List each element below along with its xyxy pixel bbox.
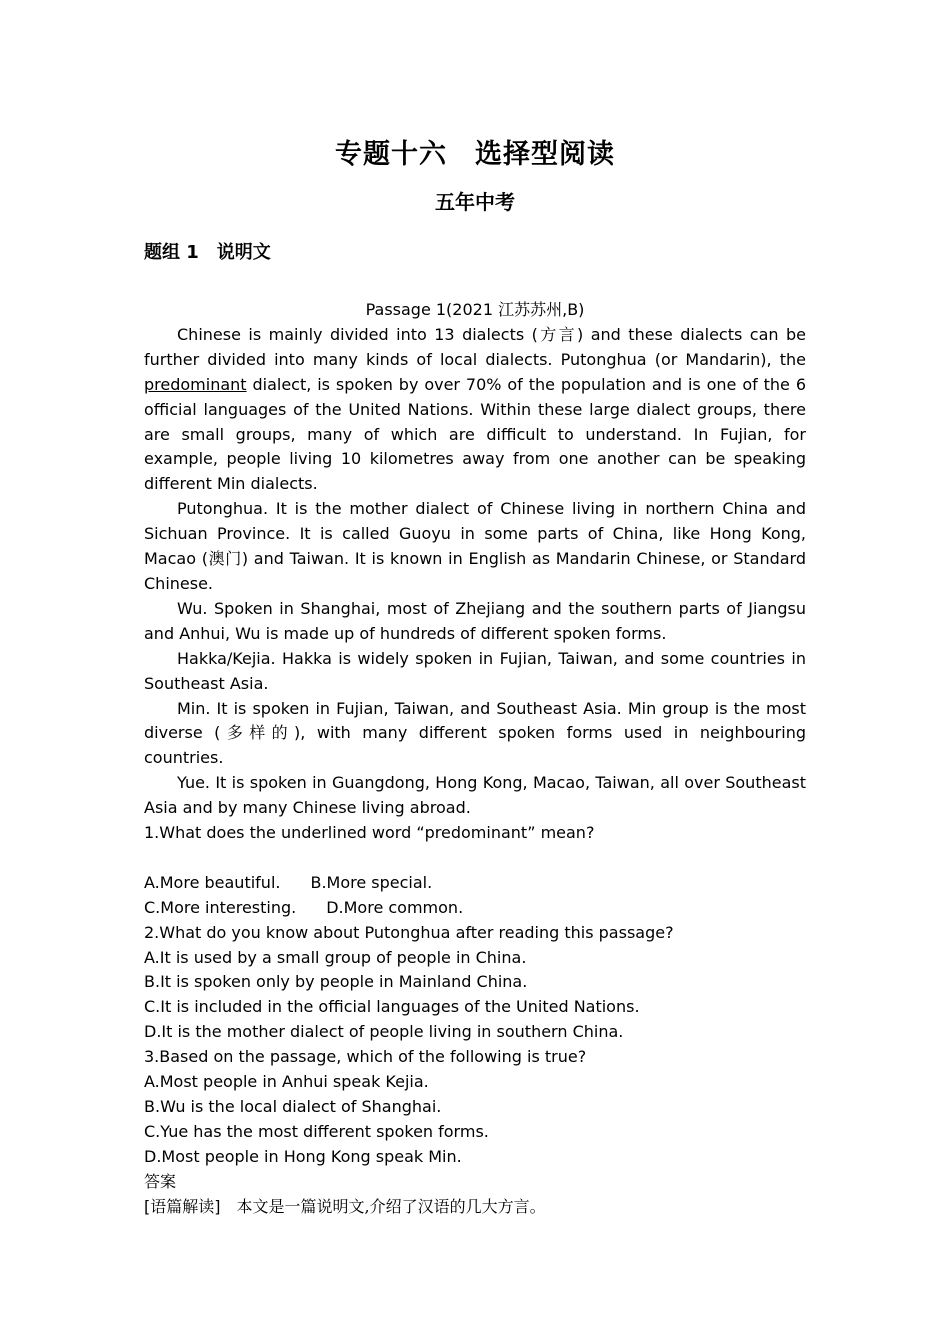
underlined-word: predominant: [144, 374, 247, 394]
spacer: [144, 846, 806, 871]
option: B.More special.: [310, 872, 433, 892]
passage-body: [144, 298, 806, 1220]
analysis-tag: [语篇解读]: [144, 1196, 221, 1216]
paragraph-text: dialect, is spoken by over 70% of the population and is one of the 6 official languages of the United Nations. Within these large dialect groups, there are small groups, many of which are difficult to understand. In Fujian, for example, people living 10 kilometres away from one another can be speaking different Min dialects.: [144, 374, 806, 494]
passage-label: Passage 1(2021 江苏苏州,B): [365, 300, 585, 319]
paragraph-text: Chinese is mainly divided into 13 dialects (方言) and these dialects can be further divided into many kinds of local dialects. Putonghua (or Mandarin), the: [144, 324, 806, 369]
passage-paragraph-2: Putonghua. It is the mother dialect of Chinese living in northern China and Sichuan Province. It is called Guoyu in some parts of China, like Hong Kong, Macao (澳门) and Taiwan. It is known in English as Mandarin Chinese, or Standard Chinese.: [144, 499, 806, 593]
option: A.More beautiful.: [144, 872, 281, 892]
passage-paragraph-3: Wu. Spoken in Shanghai, most of Zhejiang and the southern parts of Jiangsu and Anhui, Wu is made up of hundreds of different spoken forms.: [144, 598, 806, 643]
page-subtitle: 五年中考: [435, 190, 515, 214]
question-3: 3.Based on the passage, which of the following is true?: [144, 1047, 587, 1067]
question-1: 1.What does the underlined word “predominant” mean?: [144, 823, 595, 843]
question-1-options-ab: [144, 871, 806, 896]
option: A.Most people in Anhui speak Kejia.: [144, 1072, 429, 1092]
passage-paragraph-5: Min. It is spoken in Fujian, Taiwan, and Southeast Asia. Min group is the most diverse (多样的), with many different spoken forms used in neighbouring countries.: [144, 698, 806, 768]
option: D.It is the mother dialect of people living in southern China.: [144, 1022, 624, 1042]
option: C.Yue has the most different spoken forms.: [144, 1121, 489, 1141]
question-1-options-cd: [144, 896, 806, 921]
passage-paragraph-6: Yue. It is spoken in Guangdong, Hong Kong, Macao, Taiwan, all over Southeast Asia and by many Chinese living abroad.: [144, 773, 806, 818]
option: C.More interesting.: [144, 897, 297, 917]
analysis: [144, 1195, 806, 1220]
analysis-text: 本文是一篇说明文,介绍了汉语的几大方言。: [236, 1196, 546, 1216]
page-title: 专题十六 选择型阅读: [335, 139, 615, 170]
option: B.Wu is the local dialect of Shanghai.: [144, 1096, 442, 1116]
option: D.Most people in Hong Kong speak Min.: [144, 1146, 462, 1166]
answer-label: 答案: [144, 1171, 177, 1191]
option: D.More common.: [326, 897, 464, 917]
option: B.It is spoken only by people in Mainland China.: [144, 972, 528, 992]
section-heading: 题组 1 说明文: [144, 242, 271, 263]
question-2: 2.What do you know about Putonghua after reading this passage?: [144, 922, 674, 942]
option: C.It is included in the official languages of the United Nations.: [144, 997, 640, 1017]
option: A.It is used by a small group of people in China.: [144, 947, 527, 967]
passage-paragraph-4: Hakka/Kejia. Hakka is widely spoken in Fujian, Taiwan, and some countries in Southeast Asia.: [144, 648, 806, 693]
passage-paragraph-1: [144, 323, 806, 497]
